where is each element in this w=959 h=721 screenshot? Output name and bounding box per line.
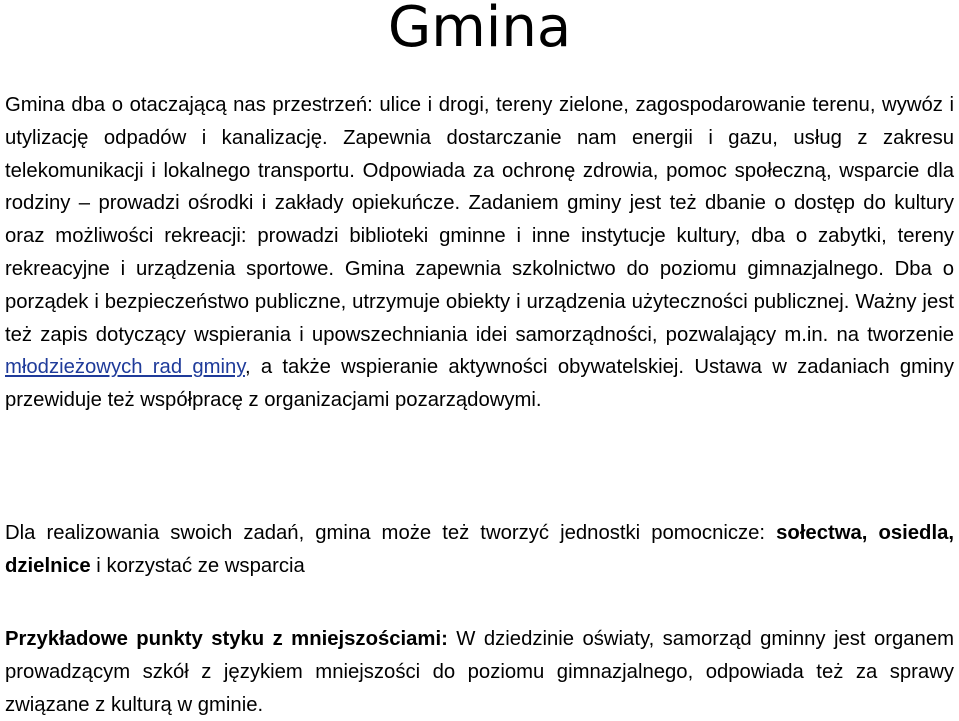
slide-title: Gmina (387, 0, 572, 60)
paragraph-1-text-b: , a także wspieranie aktywności obywatelskiej. Ustawa w zadaniach gminy przewiduje też współpracę z organizacjami pozarządowymi. (5, 356, 954, 412)
paragraph-1-text-a: Gmina dba o otaczającą nas przestrzeń: ulice i drogi, tereny zielone, zagospodarowanie terenu, wywóz i utylizację odpadów i kanalizację. Zapewnia dostarczanie nam energii i gazu, usług z zakresu telekomunikacji i lokalnego transportu. Odpowiada za ochronę zdrowia, pomoc społeczną, wsparcie dla rodziny – prowadzi ośrodki i zakłady opiekuńcze. Zadaniem gminy jest też dbanie o dostęp do kultury oraz możliwości rekreacji: prowadzi biblioteki gminne i inne instytucje kultury, dba o zabytki, tereny rekreacyjne i urządzenia sportowe. Gmina zapewnia szkolnictwo do poziomu gimnazjalnego. Dba o porządek i bezpieczeństwo publiczne, utrzymuje obiekty i urządzenia użyteczności publicznej. Ważny jest też zapis dotyczący wspierania i upowszechniania idei samorządności, pozwalający m.in. na tworzenie (5, 94, 954, 346)
paragraph-minorities-contact (5, 623, 954, 721)
paragraph-2-bold: sołectwa, osiedla, dzielnice (5, 522, 954, 577)
paragraph-2-text-a: Dla realizowania swoich zadań, gmina może też tworzyć jednostki pomocnicze: (5, 522, 777, 544)
paragraph-3-text-b: W dziedzinie oświaty, samorząd gminny jest organem prowadzącym szkół z językiem mniejszości do poziomu gimnazjalnego, odpowiada też za sprawy związane z kulturą w gminie. (5, 628, 954, 716)
paragraph-auxiliary-units (5, 517, 954, 583)
paragraph-2-text-b: i korzystać ze wsparcia (90, 554, 305, 577)
paragraph-3-bold: Przykładowe punkty styku z mniejszościami: (5, 628, 448, 650)
paragraph-gmina-duties (5, 89, 954, 417)
youth-councils-link[interactable]: młodzieżowych rad gminy (5, 356, 245, 379)
